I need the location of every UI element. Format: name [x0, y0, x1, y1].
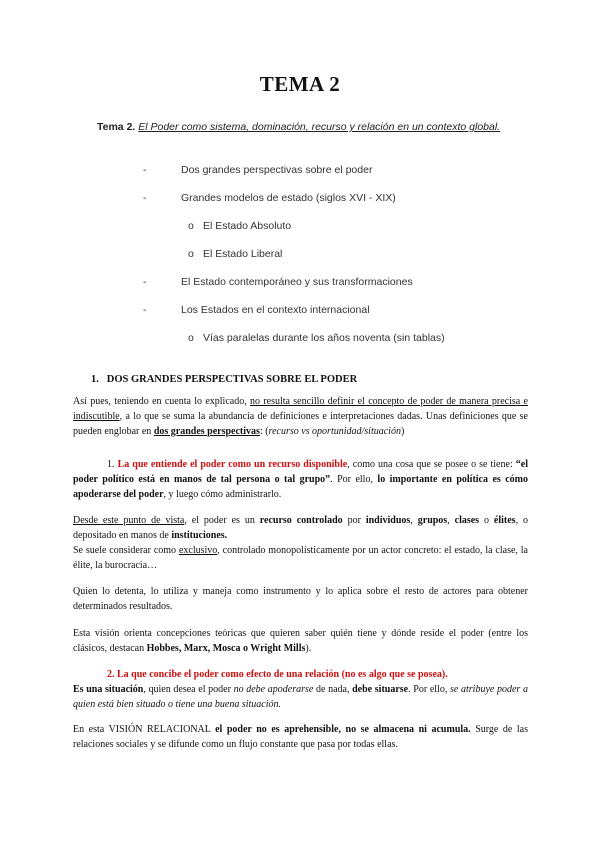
text-run: clases: [454, 515, 480, 526]
text-run: instituciones.: [171, 530, 228, 541]
text-run: Así pues, teniendo en cuenta lo explicado,: [73, 396, 251, 407]
paragraph-7: [73, 722, 528, 752]
page-title: TEMA 2: [259, 72, 341, 96]
outline-item: El Estado Liberal: [203, 248, 283, 260]
paragraph-2: [73, 457, 528, 502]
text-run: Es una situación: [73, 684, 144, 695]
section-title: DOS GRANDES PERSPECTIVAS SOBRE EL PODER: [106, 374, 358, 385]
text-run: Esta visión orienta concepciones teóricas que quieren saber quién tiene y dónde reside el poder (entre los clásicos, destacan: [73, 628, 528, 654]
list-number: 2.: [107, 669, 117, 680]
outline-marker: -: [143, 164, 147, 176]
text-run: Surge de las relaciones sociales y se difunde como un flujo constante que pasa por todas ellas.: [73, 724, 528, 750]
outline-marker: o: [188, 332, 194, 344]
text-run: dos grandes perspectivas: [153, 426, 260, 437]
text-run: exclusivo: [178, 545, 218, 556]
outline-marker: -: [143, 192, 147, 204]
outline-item: El Estado contemporáneo y sus transformaciones: [181, 276, 413, 288]
list-number: 1.: [107, 459, 118, 470]
text-run: , o depositado en manos de: [73, 515, 528, 541]
text-run: . Por ello,: [408, 684, 450, 695]
text-run: lo importante en política es cómo apoderarse del poder: [73, 474, 529, 500]
text-run: o: [479, 515, 494, 526]
highlight-text: La que concibe el poder como efecto de una relación (no es algo que se posea).: [117, 669, 448, 680]
text-run: debe situarse: [352, 684, 409, 695]
text-run: ,: [410, 515, 418, 526]
text-run: , a lo que se suma la abundancia de definiciones e interpretaciones dadas. Unas definiciones que se pueden englobar en: [73, 411, 528, 437]
text-run: Se suele considerar como: [73, 545, 179, 556]
text-run: élites: [493, 515, 516, 526]
paragraph-1: [73, 394, 528, 439]
text-run: de nada,: [313, 684, 353, 695]
text-run: por: [342, 515, 366, 526]
text-run: el poder no es aprehensible, no se almacena ni acumula.: [215, 724, 471, 735]
text-run: “el poder político está en manos de tal persona o tal grupo”: [73, 459, 528, 485]
text-run: individuos: [365, 515, 411, 526]
outline-item: Vías paralelas durante los años noventa (sin tablas): [203, 332, 445, 344]
subtitle-text: El Poder como sistema, dominación, recurso y relación en un contexto global.: [138, 121, 501, 133]
text-run: recurso vs oportunidad/situación: [268, 426, 401, 437]
text-run: ): [400, 426, 405, 437]
text-run: , como una cosa que se posee o se tiene:: [347, 459, 516, 470]
outline-marker: o: [188, 248, 194, 260]
text-run: Hobbes, Marx, Mosca o Wright Mills: [146, 643, 306, 654]
highlight-text: La que entiende el poder como un recurso disponible: [117, 459, 348, 470]
text-run: : (: [259, 426, 269, 437]
outline-item: Grandes modelos de estado (siglos XVI - XIX): [181, 192, 396, 204]
outline-item: Dos grandes perspectivas sobre el poder: [181, 164, 373, 176]
text-run: Desde este punto de vista: [73, 515, 185, 526]
text-run: , el poder es un: [184, 515, 260, 526]
subtitle-lead: Tema 2.: [97, 121, 136, 133]
text-run: . Por ello,: [330, 474, 378, 485]
paragraph-6: [73, 667, 528, 712]
text-run: En esta VISIÓN RELACIONAL: [73, 724, 216, 735]
section-heading: [91, 374, 357, 385]
outline-item: Los Estados en el contexto internacional: [181, 304, 370, 316]
outline-marker: -: [143, 276, 147, 288]
outline-marker: -: [143, 304, 147, 316]
paragraph-4: Quien lo detenta, lo utiliza y maneja como instrumento y lo aplica sobre el resto de actores para obtener determinados resultados.: [73, 586, 528, 612]
text-run: se atribuye poder a quien está bien situado o tiene una buena situación.: [73, 684, 528, 710]
subtitle: [97, 119, 517, 136]
text-run: no debe apoderarse: [233, 684, 314, 695]
outline-item: El Estado Absoluto: [203, 220, 292, 232]
text-run: , y luego cómo administrarlo.: [163, 489, 282, 500]
section-number: 1.: [91, 374, 99, 385]
outline-marker: o: [188, 220, 194, 232]
paragraph-3: [73, 513, 528, 573]
text-run: ).: [305, 643, 312, 654]
text-run: recurso controlado: [259, 515, 343, 526]
text-run: , quien desea el poder: [143, 684, 234, 695]
text-run: grupos: [417, 515, 448, 526]
text-run: no resulta sencillo definir el concepto de poder de manera precisa e indiscutible: [73, 396, 528, 422]
text-run: , controlado monopolísticamente por un actor concreto: el estado, la clase, la élite, la burocracia…: [73, 545, 528, 571]
paragraph-5: [73, 626, 528, 656]
text-run: ,: [447, 515, 455, 526]
